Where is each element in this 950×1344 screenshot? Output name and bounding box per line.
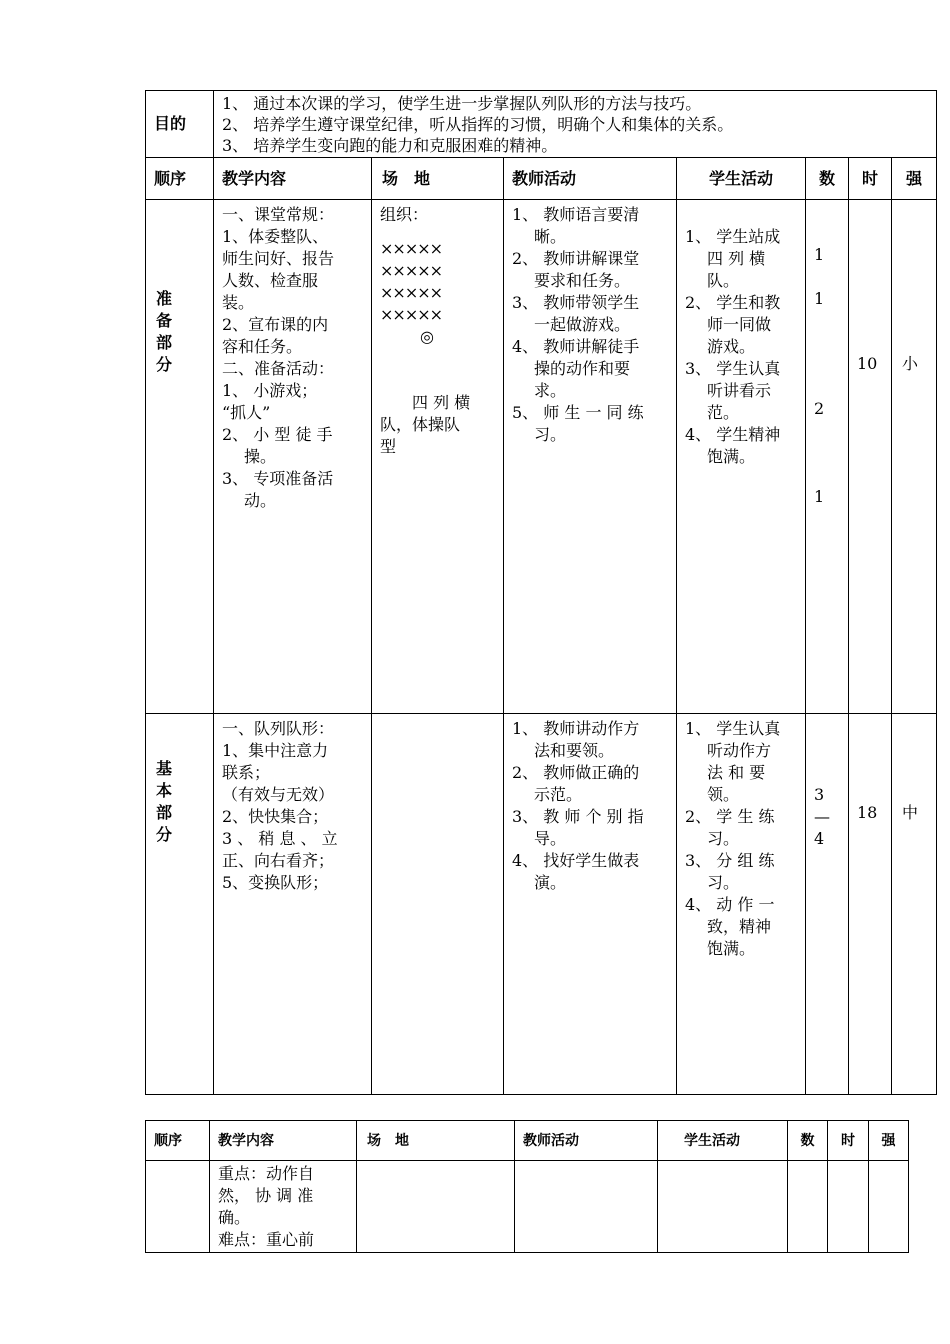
venue-caption: 队，体操队	[380, 415, 461, 434]
prep-intensity: 小	[892, 200, 937, 714]
basic-row	[146, 714, 937, 1095]
basic-intensity: 中	[892, 714, 937, 1095]
goal-row	[146, 91, 937, 158]
basic-student: 1、 学生认真 听动作方 法 和 要 领。 2、 学 生 练 习。 3、 分 组 练 习。 4、 动 作 一 致，精神 饱满。	[677, 714, 806, 1095]
basic-counts	[806, 714, 849, 1095]
count-value: 3	[814, 785, 825, 804]
prep-content: 一、课堂常规： 1、体委整队、 师生问好、报告 人数、检查服 装。 2、宣布课的内 容和任务。 二、准备活动： 1、 小游戏； “抓人” 2、 小 型 徒 手 操。 3、 专项准备活 动。	[214, 200, 372, 714]
header-content: 教学内容	[214, 158, 372, 200]
page2-content: 重点：动作自 然， 协 调 准 确。 难点：重心前	[210, 1161, 357, 1253]
prep-row	[146, 200, 937, 714]
formation-row: ×××××	[380, 305, 443, 324]
goal-label: 目的	[146, 91, 214, 158]
header-student: 学生活动	[658, 1121, 788, 1161]
header-student: 学生活动	[677, 158, 806, 200]
basic-content: 一、队列队形： 1、集中注意力 联系； （有效与无效） 2、快快集合； 3 、 稍 息 、 立 正、向右看齐； 5、变换队形；	[214, 714, 372, 1095]
header-time: 时	[849, 158, 892, 200]
prep-section-label: 准 备 部 分	[146, 200, 214, 714]
order-cell	[146, 1161, 210, 1253]
header-intensity: 强	[892, 158, 937, 200]
lesson-plan-table	[145, 90, 937, 1095]
prep-time: 10	[849, 200, 892, 714]
goal-items	[214, 91, 937, 158]
goal-item: 1、 通过本次课的学习，使学生进一步掌握队列队形的方法与技巧。	[222, 94, 702, 113]
count-value: 1	[814, 289, 825, 308]
count-value: —	[814, 807, 830, 826]
formation-row: ×××××	[380, 239, 443, 258]
content-row-2	[146, 1161, 909, 1253]
header-teacher: 教师活动	[515, 1121, 658, 1161]
basic-venue	[372, 714, 504, 1095]
header-venue: 场 地	[372, 158, 504, 200]
count-value: 4	[814, 829, 825, 848]
teacher-position-icon: ◎	[420, 327, 434, 346]
basic-teacher: 1、 教师讲动作方 法和要领。 2、 教师做正确的 示范。 3、 教 师 个 别 指 导。 4、 找好学生做表 演。	[504, 714, 677, 1095]
header-content: 教学内容	[210, 1121, 357, 1161]
count-value: 2	[814, 399, 825, 418]
header-count: 数	[788, 1121, 828, 1161]
header-order: 顺序	[146, 158, 214, 200]
venue-org-label: 组织：	[380, 205, 429, 224]
formation-row: ×××××	[380, 261, 443, 280]
header-intensity: 强	[869, 1121, 909, 1161]
header-count: 数	[806, 158, 849, 200]
lesson-plan-table-continued	[145, 1120, 909, 1253]
prep-venue	[372, 200, 504, 714]
basic-time: 18	[849, 714, 892, 1095]
header-row	[146, 158, 937, 200]
venue-caption: 四 列 横	[412, 393, 471, 412]
count-value: 1	[814, 245, 825, 264]
basic-section-label: 基 本 部 分	[146, 714, 214, 1095]
header-row-2	[146, 1121, 909, 1161]
header-teacher: 教师活动	[504, 158, 677, 200]
prep-student: 1、 学生站成 四 列 横 队。 2、 学生和教 师一同做 游戏。 3、 学生认真 听讲看示 范。 4、 学生精神 饱满。	[677, 200, 806, 714]
prep-counts	[806, 200, 849, 714]
count-value: 1	[814, 487, 825, 506]
formation-row: ×××××	[380, 283, 443, 302]
header-time: 时	[828, 1121, 869, 1161]
prep-teacher: 1、 教师语言要清 晰。 2、 教师讲解课堂 要求和任务。 3、 教师带领学生 一起做游戏。 4、 教师讲解徒手 操的动作和要 求。 5、 师 生 一 同 练 习。	[504, 200, 677, 714]
goal-item: 3、 培养学生变向跑的能力和克服困难的精神。	[222, 136, 558, 155]
header-venue: 场 地	[357, 1121, 515, 1161]
goal-item: 2、 培养学生遵守课堂纪律，听从指挥的习惯，明确个人和集体的关系。	[222, 115, 734, 134]
venue-caption: 型	[380, 437, 397, 456]
header-order: 顺序	[146, 1121, 210, 1161]
